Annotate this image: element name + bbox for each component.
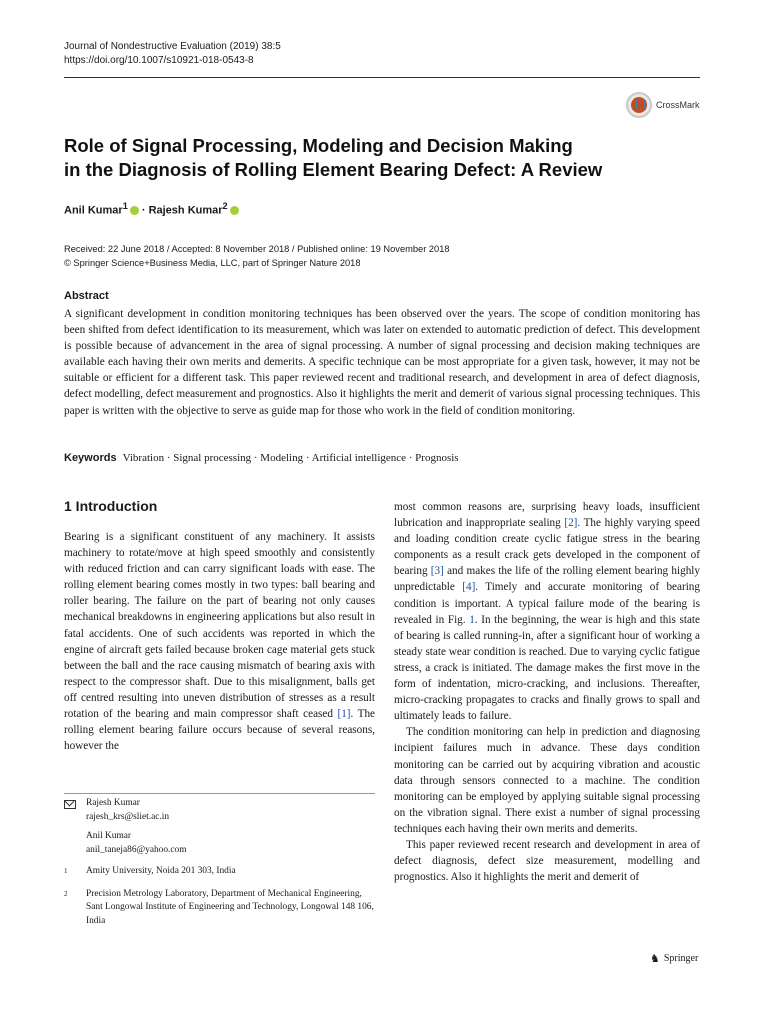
dates-line: Received: 22 June 2018 / Accepted: 8 November 2018 / Published online: 19 November 2018 (64, 244, 450, 254)
orcid-icon[interactable] (230, 206, 239, 215)
author-affil: 1 (122, 201, 128, 211)
author-name[interactable]: Rajesh Kumar (148, 204, 223, 217)
left-column (64, 529, 375, 754)
author-affil: 2 (222, 201, 228, 211)
keywords-heading: Keywords (64, 452, 117, 464)
keywords-text: Vibration · Signal processing · Modeling · Artificial intelligence · Prognosis (122, 452, 459, 464)
header-rule (64, 77, 700, 78)
publisher-name: Springer (663, 953, 699, 964)
affiliation (64, 865, 375, 882)
author-list (64, 201, 239, 217)
abstract-text: A significant development in condition monitoring techniques has been observed over the years. The scope of condition monitoring has been shifted from defect identification to its measurement, which was later on extended to automatic prediction of defect. This development is possible because of advancement in the area of signal processing. A number of signal processing and decision making techniques are available each having their own merits and demerits. A specific technique can be most appropriate for a given task, however, it may not be suitable or efficient for a different task. This paper reviewed recent and traditional research, and development in area of defect diagnosis, defect modelling, defect measurement and prognostics. Also it highlights the merit and demerit of various signal processing techniques. This paper is written with the objective to serve as guide map for those who work in the field of condition monitoring. (64, 308, 700, 417)
contact-block (64, 797, 375, 857)
crossmark-icon (626, 92, 652, 118)
figure-link[interactable]: 1 (469, 613, 475, 626)
springer-horse-icon: ♞ (650, 953, 660, 965)
footnote-rule (64, 793, 375, 794)
section-heading: 1 Introduction (64, 498, 158, 514)
affiliation-number: 1 (64, 867, 68, 875)
author-separator: · (138, 204, 149, 217)
envelope-icon (64, 800, 76, 809)
citation-link[interactable]: [4] (462, 581, 476, 594)
contact-email[interactable]: rajesh_krs@sliet.ac.in (86, 811, 170, 822)
affiliation-number: 2 (64, 889, 68, 898)
affiliation-text: Precision Metrology Laboratory, Department of Mechanical Engineering, Sant Longowal Institute of Engineering and Technology, Longowal 148 106, India (86, 888, 374, 926)
title-line-1: Role of Signal Processing, Modeling and Decision Making (64, 135, 573, 156)
crossmark-badge[interactable] (626, 92, 700, 118)
citation-link[interactable]: [2] (564, 517, 578, 530)
copyright-line: © Springer Science+Business Media, LLC, part of Springer Nature 2018 (64, 258, 361, 268)
citation-link[interactable]: [1] (337, 708, 351, 721)
orcid-icon[interactable] (130, 206, 139, 215)
contact-name: Rajesh Kumar (86, 798, 140, 808)
affiliation (64, 888, 375, 929)
paragraph: This paper reviewed recent research and development in area of defect diagnosis, defect size measurement, modelling and prognostics. Also it highlights the merit and demerit of (394, 838, 700, 884)
contact-email[interactable]: anil_taneja86@yahoo.com (86, 844, 187, 855)
keywords (64, 452, 459, 464)
paragraph: Bearing is a significant constituent of any machinery. It assists machinery to rotate/move at high speed smoothly and consistently with reduced friction and can carry significant loads with ease. The rolling element bearing comes mostly in two types: ball bearing and roller bearing. The failure on the part of bearing not only causes mechanical breakdowns in engineering applications but also result in fatal accidents. One of such accidents was reported in which the engine of aircraft gets failed because broken cage material gets stuck between the ball and the race causing mismatch of bearing axis with respect to the compressor shaft. Due to this misalignment, balls get off centred resulting into uneven distribution of stresses as a result rotation of the bearing and main compressor shaft ceased [1]. The rolling element bearing failure occurs because of several reasons, however the (64, 531, 376, 753)
abstract-heading: Abstract (64, 290, 109, 302)
title-line-2: in the Diagnosis of Rolling Element Bearing Defect: A Review (64, 159, 603, 180)
contact-name: Anil Kumar (86, 831, 132, 841)
citation-link[interactable]: [3] (430, 565, 444, 578)
journal-citation: Journal of Nondestructive Evaluation (2019) 38:5 (64, 41, 281, 52)
journal-header (64, 40, 281, 68)
footnotes (64, 797, 375, 928)
doi-link[interactable]: https://doi.org/10.1007/s10921-018-0543-8 (64, 55, 254, 66)
publication-dates (64, 242, 450, 270)
paragraph: most common reasons are, surprising heavy loads, insufficient lubrication and inappropriate sealing [2]. The highly varying speed and loading condition create cyclic fatigue stress in the bearing components as a result crack gets developed in the component of bearing [3] and makes the life of the rolling element bearing highly unpredictable [4]. Timely and accurate monitoring of bearing condition is important. A typical failure mode of the bearing is revealed in Fig. 1. In the beginning, the wear is high and this state of bearing is called running-in, after a significant hour of working a steady state wear condition is reached. Due to varying cyclic fatigue stress, a crack is initiated. The damage makes the first move in the form of indentation, micro-cracking, and inclusions. Thereafter, micro-cracking propagates to cracks and finally grows to spall and ultimately leads to failure. (394, 501, 700, 723)
paragraph: The condition monitoring can help in prediction and diagnosing incipient failures much in advance. These days condition monitoring can be carried out by acquiring vibration and acoustic data through sensors connected to a machine. The condition monitoring can be employed by applying suitable signal processing on the vibration signal. There exist a number of signal processing techniques each having their own merits and demerits. (394, 726, 700, 835)
affiliation-text: Amity University, Noida 201 303, India (86, 866, 236, 876)
publisher-logo (650, 952, 698, 965)
crossmark-label: CrossMark (656, 100, 700, 110)
article-title (64, 134, 624, 182)
right-column (394, 499, 700, 885)
author-name[interactable]: Anil Kumar (64, 204, 123, 217)
